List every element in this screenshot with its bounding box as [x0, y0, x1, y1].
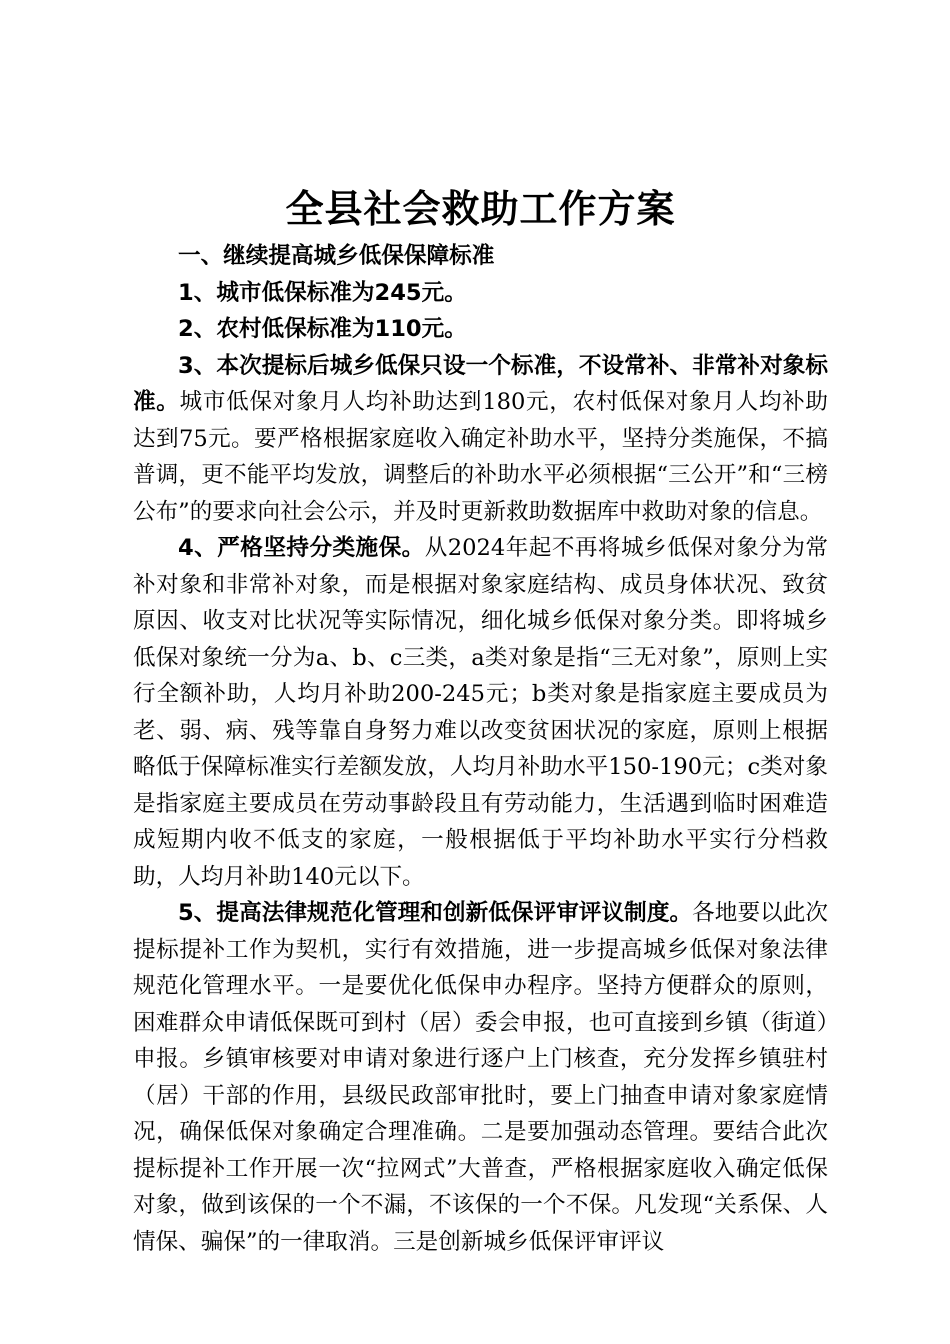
list-item-2: 2、农村低保标准为110元。	[178, 316, 467, 342]
item-4-lead: 4、严格坚持分类施保。	[178, 535, 425, 561]
item-3-body: 城市低保对象月人均补助达到180元，农村低保对象月人均补助达到75元。要严格根据家庭收入确定补助水平，坚持分类施保，不搞普调，更不能平均发放，调整后的补助水平必须根据“三公开”和“三榜公布”的要求向社会公示，并及时更新救助数据库中救助对象的信息。	[133, 389, 828, 525]
list-item-4	[133, 530, 828, 895]
document-body	[133, 180, 828, 1260]
list-item-3	[133, 348, 828, 531]
item-5-lead: 5、提高法律规范化管理和创新低保评审评议制度。	[178, 900, 693, 926]
item-4-body: 从2024年起不再将城乡低保对象分为常补对象和非常补对象，而是根据对象家庭结构、成员身体状况、致贫原因、收支对比状况等实际情况，细化城乡低保对象分类。即将城乡低保对象统一分为a、b、c三类，a类对象是指“三无对象”，原则上实行全额补助，人均月补助200-245元；b类对象是指家庭主要成员为老、弱、病、残等靠自身努力难以改变贫困状况的家庭，原则上根据略低于保障标准实行差额发放，人均月补助水平150-190元；c类对象是指家庭主要成员在劳动事龄段且有劳动能力，生活遇到临时困难造成短期内收不低支的家庭，一般根据低于平均补助水平实行分档救助，人均月补助140元以下。	[133, 535, 828, 890]
document-title: 全县社会救助工作方案	[285, 186, 676, 231]
section-heading-1: 一、继续提高城乡低保保障标准	[178, 243, 495, 269]
list-item-5	[133, 895, 828, 1260]
item-3-lead: 3、本次提标后城乡低保只设一个标准，不设常补、非常补对象标准。	[133, 352, 828, 415]
list-item-1: 1、城市低保标准为245元。	[178, 279, 467, 306]
item-5-body: 各地要以此次提标提补工作为契机，实行有效措施，进一步提高城乡低保对象法律规范化管理水平。一是要优化低保申办程序。坚持方便群众的原则，困难群众申请低保既可到村（居）委会申报，也可直接到乡镇（街道）申报。乡镇审核要对申请对象进行逐户上门核查，充分发挥乡镇驻村（居）干部的作用，县级民政部审批时，要上门抽查申请对象家庭情况，确保低保对象确定合理准确。二是要加强动态管理。要结合此次提标提补工作开展一次“拉网式”大普查，严格根据家庭收入确定低保对象，做到该保的一个不漏，不该保的一个不保。凡发现“关系保、人情保、骗保”的一律取消。三是创新城乡低保评审评议	[133, 900, 828, 1255]
